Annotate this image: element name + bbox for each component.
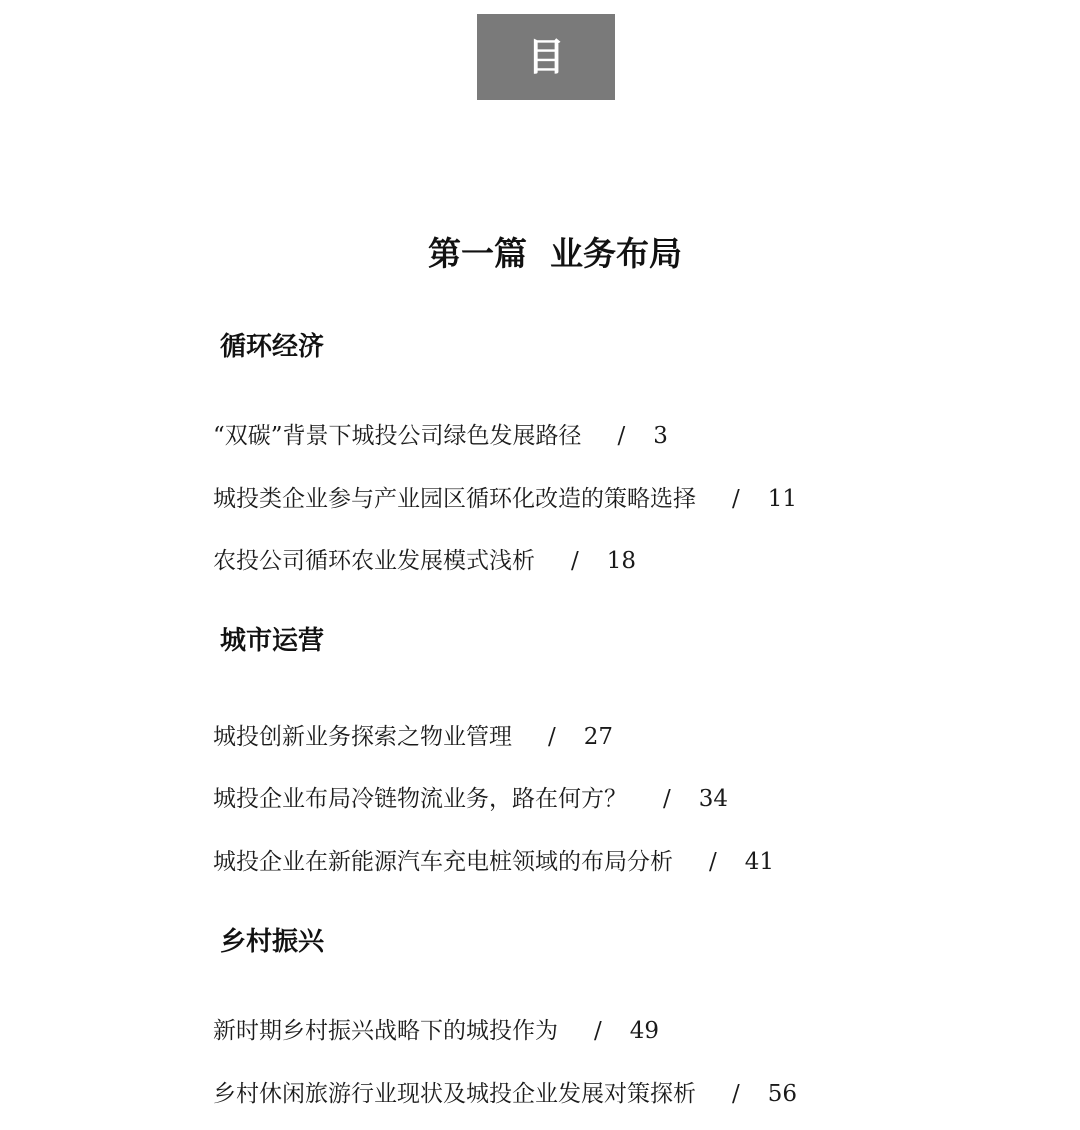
toc-entry[interactable] [213, 420, 668, 452]
entry-page-number: 34 [698, 786, 729, 812]
toc-entry[interactable] [213, 846, 774, 878]
entry-page-number: 41 [744, 849, 775, 875]
section-heading-city-operations: 城市运营 [220, 626, 325, 656]
toc-entry[interactable] [213, 545, 636, 577]
entry-separator: / [617, 423, 626, 449]
toc-entry[interactable] [213, 483, 797, 515]
toc-entry[interactable] [213, 1078, 797, 1110]
entry-separator: / [709, 849, 717, 875]
toc-entry[interactable] [213, 783, 728, 815]
toc-entry[interactable] [213, 1015, 659, 1047]
entry-separator: / [571, 548, 579, 574]
entry-page-number: 3 [653, 423, 668, 449]
entry-page-number: 18 [606, 548, 637, 574]
entry-title: 城投企业布局冷链物流业务，路在何方？ [213, 786, 627, 812]
entry-separator: / [732, 1081, 740, 1107]
part-title: 第一篇 业务布局 [428, 234, 682, 273]
entry-title: 城投企业在新能源汽车充电桩领域的布局分析 [213, 849, 673, 875]
entry-page-number: 11 [767, 486, 798, 512]
entry-page-number: 49 [629, 1018, 660, 1044]
entry-title: 乡村休闲旅游行业现状及城投企业发展对策探析 [213, 1081, 696, 1107]
entry-separator: / [548, 724, 556, 750]
entry-separator: / [594, 1018, 602, 1044]
entry-title: 城投类企业参与产业园区循环化改造的策略选择 [213, 486, 696, 512]
entry-page-number: 27 [583, 724, 614, 750]
entry-separator: / [663, 786, 671, 812]
entry-page-number: 56 [767, 1081, 798, 1107]
toc-title-badge: 目 录 [477, 14, 615, 100]
entry-title: 新时期乡村振兴战略下的城投作为 [213, 1018, 558, 1044]
toc-entry[interactable] [213, 721, 613, 753]
section-heading-circular-economy: 循环经济 [220, 332, 325, 362]
entry-separator: / [732, 486, 740, 512]
entry-title: 城投创新业务探索之物业管理 [213, 724, 512, 750]
entry-title: “双碳”背景下城投公司绿色发展路径 [213, 423, 582, 449]
section-heading-rural-revitalization: 乡村振兴 [220, 927, 325, 957]
entry-title: 农投公司循环农业发展模式浅析 [213, 548, 535, 574]
